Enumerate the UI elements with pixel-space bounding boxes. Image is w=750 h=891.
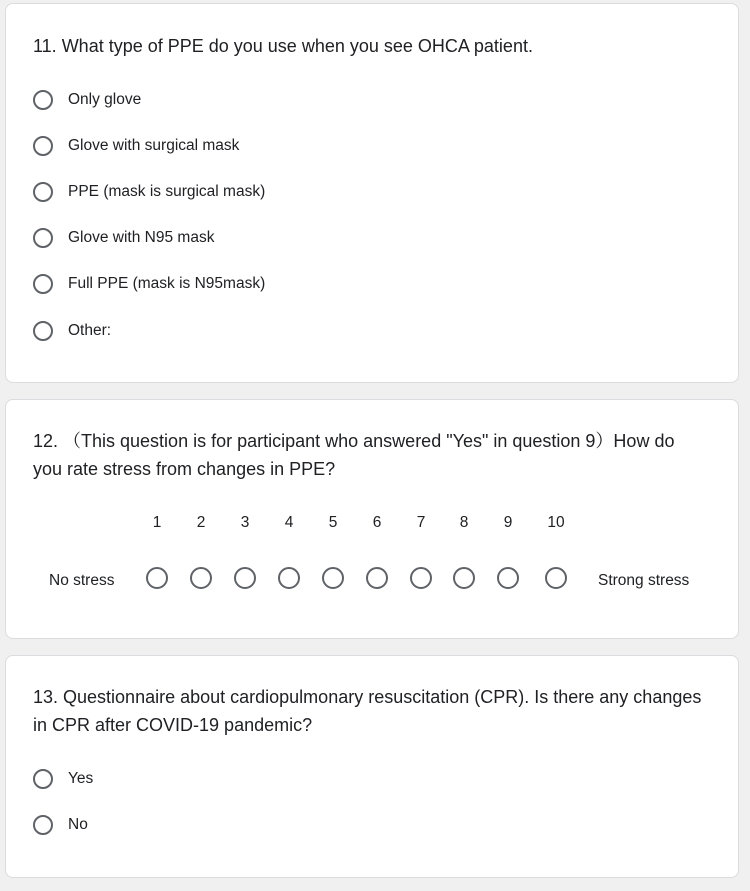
question-card-13: [5, 655, 739, 878]
option-label: No: [68, 816, 88, 833]
option-label: Glove with surgical mask: [68, 137, 240, 154]
scale-number: 3: [240, 514, 250, 531]
option-only-glove[interactable]: [33, 87, 141, 113]
radio-button[interactable]: [33, 90, 53, 110]
scale-number: 10: [547, 514, 565, 531]
scale-radio-2[interactable]: [190, 567, 212, 589]
question-title: 13. Questionnaire about cardiopulmonary resuscitation (CPR). Is there any changes in CPR after COVID-19 pandemic?: [33, 687, 702, 735]
scale-low-label: No stress: [49, 572, 115, 589]
scale-number: 4: [284, 514, 294, 531]
option-label: PPE (mask is surgical mask): [68, 183, 266, 200]
option-full-ppe-n95[interactable]: [33, 271, 265, 297]
option-ppe-surgical-mask[interactable]: [33, 179, 265, 205]
scale-radio-3[interactable]: [234, 567, 256, 589]
option-other[interactable]: [33, 318, 111, 344]
radio-button[interactable]: [33, 769, 53, 789]
scale-radio-10[interactable]: [545, 567, 567, 589]
option-label: Full PPE (mask is N95mask): [68, 275, 266, 292]
radio-button[interactable]: [33, 228, 53, 248]
scale-radio-9[interactable]: [497, 567, 519, 589]
scale-number: 2: [196, 514, 206, 531]
scale-number: 5: [328, 514, 338, 531]
option-no[interactable]: [33, 812, 88, 838]
scale-radio-4[interactable]: [278, 567, 300, 589]
radio-button[interactable]: [33, 182, 53, 202]
scale-radio-5[interactable]: [322, 567, 344, 589]
radio-button[interactable]: [33, 274, 53, 294]
option-glove-surgical-mask[interactable]: [33, 133, 239, 159]
question-card-11: [5, 3, 739, 383]
scale-radio-7[interactable]: [410, 567, 432, 589]
scale-radio-8[interactable]: [453, 567, 475, 589]
option-label: Other:: [68, 322, 112, 339]
scale-number: 9: [503, 514, 513, 531]
scale-radio-6[interactable]: [366, 567, 388, 589]
scale-high-label: Strong stress: [598, 572, 690, 589]
radio-button[interactable]: [33, 321, 53, 341]
option-yes[interactable]: [33, 766, 93, 792]
option-label: Only glove: [68, 91, 142, 108]
option-label: Glove with N95 mask: [68, 229, 215, 246]
scale-radio-1[interactable]: [146, 567, 168, 589]
scale-number: 7: [416, 514, 426, 531]
radio-button[interactable]: [33, 815, 53, 835]
question-title: 12. （This question is for participant who answered "Yes" in question 9）How do you rate stress from changes in PPE?: [33, 431, 675, 479]
radio-button[interactable]: [33, 136, 53, 156]
option-label: Yes: [68, 770, 94, 787]
question-title: 11. What type of PPE do you use when you see OHCA patient.: [33, 36, 533, 56]
scale-number: 1: [152, 514, 162, 531]
scale-number: 8: [459, 514, 469, 531]
scale-number: 6: [372, 514, 382, 531]
option-glove-n95-mask[interactable]: [33, 225, 214, 251]
question-card-12: [5, 399, 739, 639]
